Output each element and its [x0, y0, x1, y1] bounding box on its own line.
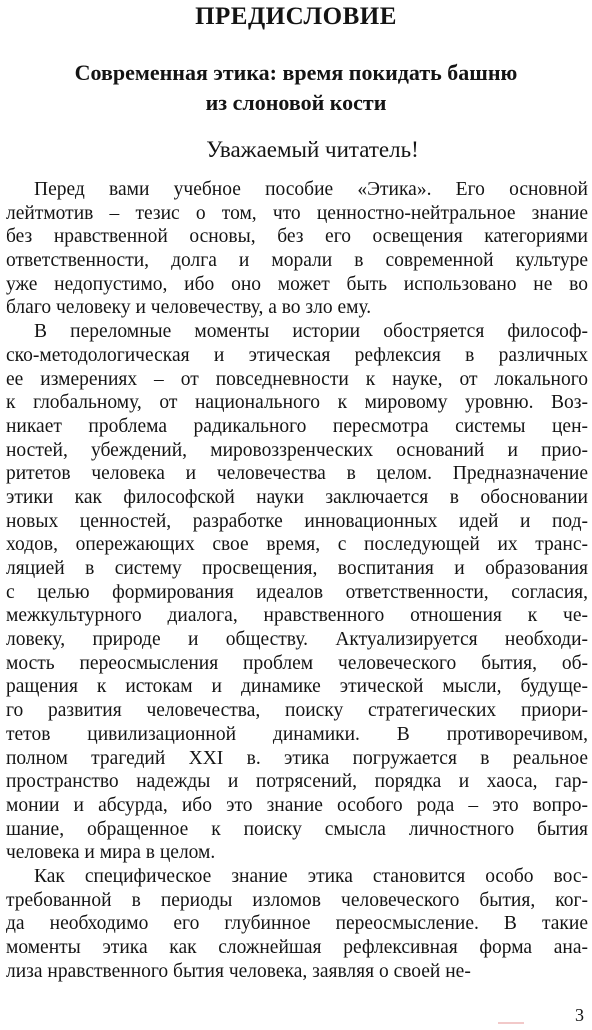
text-line: никает проблема радикального пересмотра системы цен-: [6, 415, 588, 437]
text-line: требованной в периоды изломов человеческого бытия, ког-: [6, 889, 588, 911]
text-line: тетов цивилизационной динамики. В противоречивом,: [6, 723, 588, 745]
paragraph: [6, 865, 588, 983]
text-line: ско-методологическая и этическая рефлексия в различных: [6, 344, 588, 366]
text-line: новых ценностей, разработке инновационных идей и под-: [6, 510, 588, 532]
text-line: В переломные моменты истории обостряется философ-: [34, 321, 588, 343]
chapter-title: ПРЕДИСЛОВИЕ: [195, 3, 397, 30]
text-line: ходов, опережающих свое время, с последующей их транс-: [6, 534, 588, 556]
text-line: без нравственной основы, без его освещения категориями: [6, 226, 588, 248]
paragraph: [6, 178, 588, 320]
section-title-line-1: Современная этика: время покидать башню: [74, 60, 518, 85]
text-line: ритетов человека и человечества в целом. Предназначение: [6, 463, 588, 485]
text-line: ляцией в систему просвещения, воспитания и образования: [6, 558, 588, 579]
text-line: полном трагедий XXI в. этика погружается в реальное: [6, 747, 588, 769]
text-line: да необходимо его глубинное переосмысление. В такие: [6, 913, 588, 935]
text-line: Как специфическое знание этика становится особо вос-: [34, 865, 588, 887]
text-line: этики как философской науки заключается в обосновании: [6, 486, 588, 508]
text-line: Перед вами учебное пособие «Этика». Его основной: [34, 179, 588, 200]
page-number: 3: [575, 1005, 584, 1025]
section-title-line-2: из слоновой кости: [205, 90, 387, 115]
text-line: ращения к истокам и динамике этической мысли, будуще-: [6, 676, 588, 698]
text-line: к глобальному, от национального к мировому уровню. Воз-: [6, 392, 588, 414]
text-line: межкультурного диалога, нравственного отношения к че-: [6, 605, 588, 627]
text-line: го развития человечества, поиску стратегических приори-: [6, 700, 588, 722]
salutation: Уважаемый читатель!: [206, 137, 419, 162]
text-line: лиза нравственного бытия человека, заявляя о своей не-: [6, 960, 471, 982]
text-line: лейтмотив – тезис о том, что ценностно-нейтральное знание: [6, 202, 588, 224]
text-line: мость переосмысления проблем человеческого бытия, об-: [6, 652, 588, 674]
text-line: моменты этика как сложнейшая рефлексивная форма ана-: [6, 937, 588, 958]
text-line: ностей, убеждений, мировоззренческих оснований и прио-: [6, 439, 588, 461]
text-line: пространство надежды и потрясений, порядка и хаоса, гар-: [6, 771, 588, 793]
body-text: [6, 178, 588, 983]
page-edge-mark: [498, 1022, 524, 1024]
paragraph: [6, 320, 588, 865]
text-line: с целью формирования идеалов ответственности, согласия,: [6, 581, 588, 603]
text-line: благо человеку и человечеству, а во зло ему.: [6, 297, 372, 319]
text-line: монии и абсурда, ибо это знание особого рода – это вопро-: [6, 794, 588, 816]
text-line: уже недопустимо, ибо оно может быть использовано не во: [6, 273, 588, 295]
text-line: человека и мира в целом.: [6, 842, 216, 864]
text-line: ответственности, долга и морали в современной культуре: [6, 250, 588, 272]
text-line: ловеку, природе и обществу. Актуализируется необходи-: [6, 629, 588, 651]
text-line: шание, обращенное к поиску смысла личностного бытия: [6, 818, 588, 840]
text-line: ее измерениях – от повседневности к науке, от локального: [6, 368, 588, 390]
section-title: [0, 58, 592, 118]
